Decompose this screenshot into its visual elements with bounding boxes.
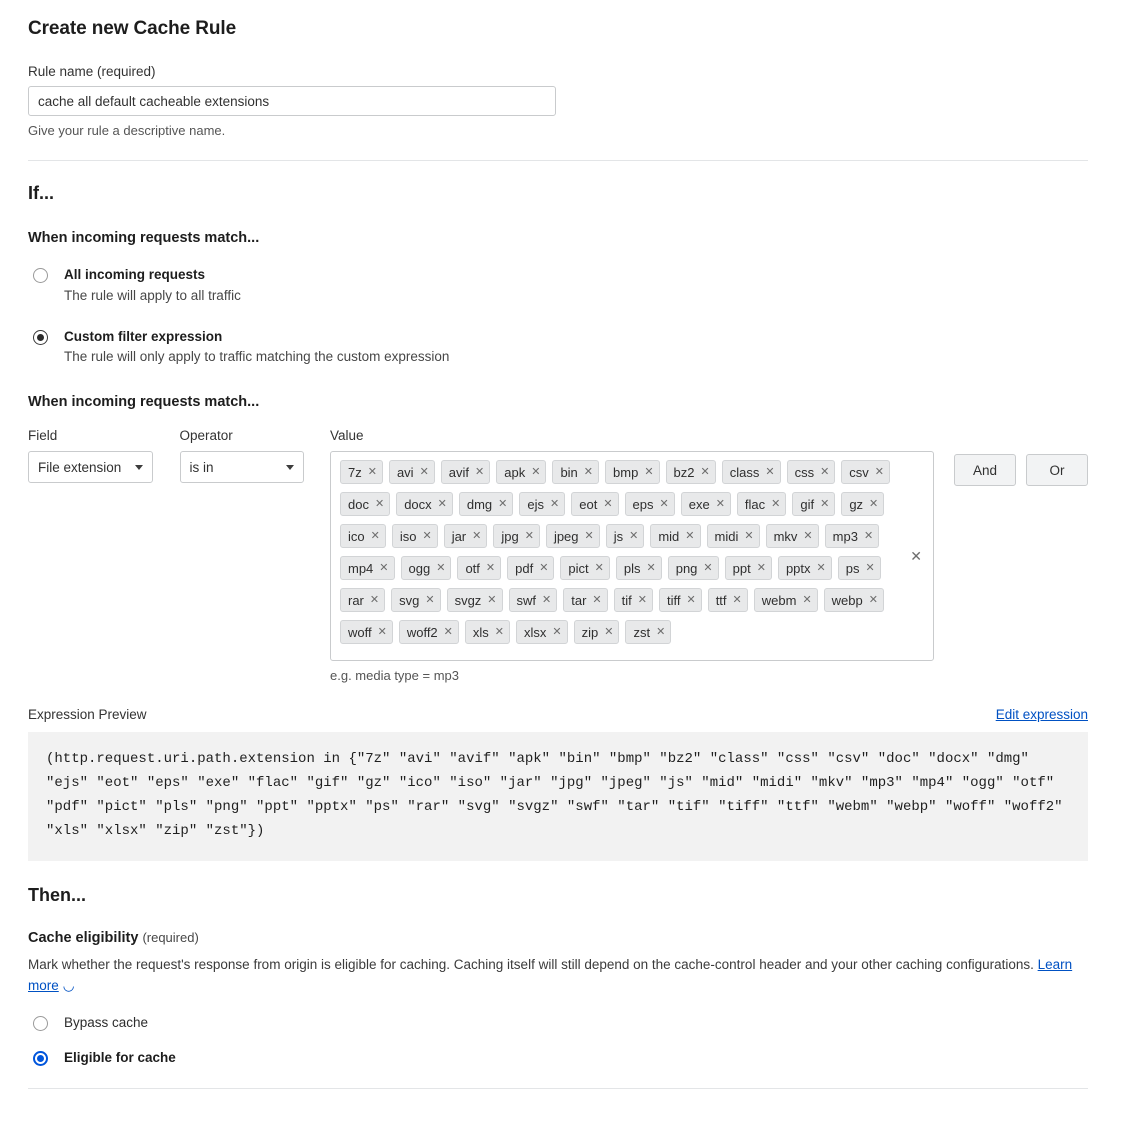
remove-token-icon[interactable]: ✕ bbox=[685, 529, 695, 542]
remove-token-icon[interactable]: ✕ bbox=[604, 625, 614, 638]
or-button[interactable]: Or bbox=[1026, 454, 1088, 486]
match-heading: When incoming requests match... bbox=[28, 230, 260, 246]
remove-token-icon[interactable]: ✕ bbox=[816, 561, 826, 574]
value-token-label: svgz bbox=[454, 592, 482, 608]
value-token[interactable] bbox=[340, 492, 390, 516]
value-token[interactable] bbox=[493, 524, 540, 548]
operator-select-value: is in bbox=[189, 459, 214, 475]
value-token-label: bz2 bbox=[673, 464, 695, 480]
remove-token-icon[interactable]: ✕ bbox=[771, 497, 781, 510]
remove-token-icon[interactable]: ✕ bbox=[419, 465, 429, 478]
value-token[interactable] bbox=[563, 588, 607, 612]
learn-more-link[interactable]: Learn more bbox=[28, 957, 1073, 993]
value-token[interactable] bbox=[465, 620, 510, 644]
then-heading: Then... bbox=[28, 885, 86, 906]
expression-preview-text: (http.request.uri.path.extension in {"7z" "avi" "avif" "apk" "bin" "bmp" "bz2" "class" "css" "csv" "doc" "docx" "dmg" "ejs" "eot" "eps" "exe" "flac" "gif" "gz" "ico" "iso" "jar" "jpg" "jpeg" "js" "mid" "midi" "mkv" "mp3" "mp4" "ogg" "otf" "pdf" "pict" "pls" "png" "ppt" "pptx" "ps" "rar" "svg" "svgz" "swf" "tar" "tif" "tiff" "ttf" "webm" "webp" "woff" "woff2" "xls" "xlsx" "zip" "zst"}) bbox=[28, 732, 1088, 861]
remove-token-icon[interactable]: ✕ bbox=[603, 497, 613, 510]
value-token-label: css bbox=[794, 464, 815, 480]
remove-token-icon[interactable]: ✕ bbox=[377, 625, 387, 638]
remove-token-icon[interactable]: ✕ bbox=[802, 593, 812, 606]
remove-token-icon[interactable]: ✕ bbox=[756, 561, 766, 574]
rule-name-label: Rule name (required) bbox=[28, 64, 156, 79]
radio-bypass-cache-label: Bypass cache bbox=[64, 1014, 149, 1030]
cache-eligibility-description bbox=[28, 955, 1088, 996]
value-token[interactable] bbox=[459, 492, 514, 516]
value-token-label: class bbox=[729, 464, 760, 480]
value-column-header: Value bbox=[330, 428, 364, 444]
value-token[interactable] bbox=[399, 620, 459, 644]
value-token-label: jpeg bbox=[553, 528, 579, 544]
value-token-label: pdf bbox=[515, 560, 534, 576]
value-token-label: xlsx bbox=[524, 624, 547, 640]
remove-token-icon[interactable]: ✕ bbox=[744, 529, 754, 542]
value-token[interactable] bbox=[444, 524, 488, 548]
field-select[interactable] bbox=[28, 451, 153, 483]
value-token-label: tar bbox=[571, 592, 587, 608]
value-token[interactable] bbox=[574, 620, 620, 644]
remove-token-icon[interactable]: ✕ bbox=[765, 465, 775, 478]
value-token-label: tiff bbox=[666, 592, 681, 608]
value-token-label: woff bbox=[348, 624, 372, 640]
remove-token-icon[interactable]: ✕ bbox=[703, 561, 713, 574]
value-token[interactable] bbox=[571, 492, 618, 516]
value-token[interactable] bbox=[825, 524, 880, 548]
value-token[interactable] bbox=[519, 492, 565, 516]
rule-name-group bbox=[28, 64, 1088, 138]
remove-token-icon[interactable]: ✕ bbox=[552, 625, 562, 638]
edit-expression-link[interactable]: Edit expression bbox=[995, 707, 1088, 723]
radio-custom-filter-expression-desc: The rule will only apply to traffic matching the custom expression bbox=[64, 349, 450, 365]
cache-eligibility-required: (required) bbox=[142, 930, 199, 946]
page-title: Create new Cache Rule bbox=[28, 18, 237, 39]
remove-token-icon[interactable]: ✕ bbox=[485, 561, 496, 574]
field-select-value: File extension bbox=[38, 459, 122, 475]
value-token-label: flac bbox=[744, 496, 766, 512]
radio-icon-unselected[interactable] bbox=[33, 268, 48, 283]
remove-token-icon[interactable]: ✕ bbox=[437, 497, 447, 510]
value-token-label: mkv bbox=[773, 528, 798, 544]
value-token[interactable] bbox=[722, 460, 781, 484]
value-token[interactable] bbox=[787, 460, 836, 484]
chevron-down-icon bbox=[286, 465, 294, 470]
value-token-label: csv bbox=[849, 464, 869, 480]
value-token[interactable] bbox=[560, 556, 609, 580]
value-token-label: gz bbox=[849, 496, 864, 512]
remove-token-icon[interactable]: ✕ bbox=[656, 625, 666, 638]
remove-token-icon[interactable]: ✕ bbox=[637, 593, 647, 606]
value-token-label: js bbox=[613, 528, 624, 544]
value-token-label: bmp bbox=[613, 464, 639, 480]
value-token[interactable] bbox=[616, 556, 662, 580]
value-token[interactable] bbox=[340, 620, 393, 644]
value-token-label: ico bbox=[348, 528, 365, 544]
value-token[interactable] bbox=[659, 588, 702, 612]
value-token[interactable] bbox=[546, 524, 600, 548]
value-token-label: pptx bbox=[785, 560, 811, 576]
rule-name-input[interactable] bbox=[28, 86, 556, 116]
value-token-label: pict bbox=[568, 560, 589, 576]
remove-token-icon[interactable]: ✕ bbox=[475, 465, 485, 478]
radio-icon-selected[interactable] bbox=[33, 330, 48, 345]
remove-token-icon[interactable]: ✕ bbox=[863, 529, 874, 542]
value-token[interactable] bbox=[389, 460, 435, 484]
remove-token-icon[interactable]: ✕ bbox=[869, 497, 879, 510]
value-token-label: swf bbox=[516, 592, 537, 608]
remove-token-icon[interactable]: ✕ bbox=[686, 593, 696, 606]
if-heading: If... bbox=[28, 183, 54, 203]
operator-column bbox=[180, 428, 305, 483]
value-token-label: ttf bbox=[715, 592, 727, 608]
value-token-label: apk bbox=[504, 464, 526, 480]
value-token[interactable] bbox=[707, 524, 760, 548]
expression-builder bbox=[28, 428, 1088, 683]
value-token[interactable] bbox=[392, 524, 438, 548]
field-column bbox=[28, 428, 153, 483]
value-token-label: gif bbox=[800, 496, 815, 512]
value-token-label: rar bbox=[348, 592, 364, 608]
value-token[interactable] bbox=[340, 556, 395, 580]
value-token[interactable] bbox=[605, 460, 660, 484]
value-token[interactable] bbox=[666, 460, 716, 484]
value-token-label: avif bbox=[448, 464, 470, 480]
value-token-label: webp bbox=[831, 592, 863, 608]
remove-token-icon[interactable]: ✕ bbox=[874, 465, 884, 478]
radio-icon-unselected[interactable] bbox=[33, 1016, 48, 1031]
radio-all-incoming-requests[interactable] bbox=[28, 266, 1088, 303]
operator-select[interactable] bbox=[180, 451, 305, 483]
value-token-label: mp3 bbox=[832, 528, 858, 544]
value-token-label: zip bbox=[581, 624, 599, 640]
radio-bypass-cache[interactable] bbox=[28, 1014, 1088, 1031]
value-token-label: ps bbox=[845, 560, 860, 576]
remove-token-icon[interactable]: ✕ bbox=[443, 625, 453, 638]
value-token[interactable] bbox=[509, 588, 558, 612]
expression-preview-label: Expression Preview bbox=[28, 707, 147, 723]
remove-token-icon[interactable]: ✕ bbox=[865, 561, 875, 574]
value-token[interactable] bbox=[391, 588, 440, 612]
remove-token-icon[interactable]: ✕ bbox=[367, 465, 377, 478]
value-token[interactable] bbox=[441, 460, 490, 484]
remove-token-icon[interactable]: ✕ bbox=[820, 497, 830, 510]
value-token[interactable] bbox=[552, 460, 599, 484]
remove-token-icon[interactable]: ✕ bbox=[531, 465, 541, 478]
remove-token-icon[interactable]: ✕ bbox=[583, 465, 594, 478]
remove-token-icon[interactable]: ✕ bbox=[868, 593, 878, 606]
radio-all-incoming-requests-desc: The rule will apply to all traffic bbox=[64, 287, 241, 303]
radio-eligible-for-cache-label: Eligible for cache bbox=[64, 1049, 176, 1065]
value-token-label: mid bbox=[658, 528, 680, 544]
value-token[interactable] bbox=[668, 556, 719, 580]
value-token[interactable] bbox=[841, 460, 890, 484]
external-link-icon: ◡ bbox=[62, 977, 75, 993]
value-token[interactable] bbox=[457, 556, 501, 580]
radio-custom-filter-expression-label: Custom filter expression bbox=[64, 328, 223, 344]
value-token-label: jar bbox=[451, 528, 467, 544]
value-token-label: otf bbox=[465, 560, 480, 576]
value-token[interactable] bbox=[340, 588, 385, 612]
value-token[interactable] bbox=[625, 492, 675, 516]
remove-token-icon[interactable]: ✕ bbox=[487, 593, 497, 606]
remove-token-icon[interactable]: ✕ bbox=[542, 593, 552, 606]
value-token[interactable] bbox=[606, 524, 645, 548]
value-token[interactable] bbox=[401, 556, 452, 580]
remove-token-icon[interactable]: ✕ bbox=[820, 465, 830, 478]
radio-eligible-for-cache[interactable] bbox=[28, 1049, 1088, 1066]
value-token-label: midi bbox=[714, 528, 739, 544]
remove-token-icon[interactable]: ✕ bbox=[425, 593, 435, 606]
remove-token-icon[interactable]: ✕ bbox=[422, 529, 432, 542]
expression-preview-header bbox=[28, 707, 1088, 722]
value-column bbox=[330, 428, 934, 683]
value-token[interactable] bbox=[496, 460, 546, 484]
builder-heading: When incoming requests match... bbox=[28, 394, 260, 411]
remove-token-icon[interactable]: ✕ bbox=[498, 497, 508, 510]
remove-token-icon[interactable]: ✕ bbox=[700, 465, 710, 478]
value-token-label: ogg bbox=[408, 560, 431, 576]
value-token-label: webm bbox=[761, 592, 797, 608]
value-token-input[interactable] bbox=[330, 451, 934, 661]
remove-token-icon[interactable]: ✕ bbox=[436, 561, 446, 574]
radio-custom-filter-expression[interactable] bbox=[28, 328, 1088, 365]
value-token-label: ppt bbox=[732, 560, 751, 576]
remove-token-icon[interactable]: ✕ bbox=[644, 465, 654, 478]
value-token[interactable] bbox=[778, 556, 832, 580]
remove-token-icon[interactable]: ✕ bbox=[594, 561, 604, 574]
remove-token-icon[interactable]: ✕ bbox=[472, 529, 482, 542]
remove-token-icon[interactable]: ✕ bbox=[550, 497, 560, 510]
value-token-label: jpg bbox=[501, 528, 519, 544]
radio-icon-selected[interactable] bbox=[33, 1051, 48, 1066]
divider bbox=[28, 160, 1088, 161]
remove-token-icon[interactable]: ✕ bbox=[539, 561, 549, 574]
remove-token-icon[interactable]: ✕ bbox=[592, 593, 602, 606]
value-token-label: docx bbox=[404, 496, 432, 512]
remove-token-icon[interactable]: ✕ bbox=[369, 593, 380, 606]
chevron-down-icon bbox=[135, 465, 143, 470]
value-token[interactable] bbox=[516, 620, 568, 644]
rule-name-helper: Give your rule a descriptive name. bbox=[28, 123, 226, 138]
remove-token-icon[interactable]: ✕ bbox=[494, 625, 504, 638]
remove-token-icon[interactable]: ✕ bbox=[379, 561, 389, 574]
value-token-label: doc bbox=[348, 496, 369, 512]
value-token-label: ejs bbox=[527, 496, 545, 512]
value-token[interactable] bbox=[681, 492, 731, 516]
operator-column-header: Operator bbox=[179, 428, 233, 444]
value-token-label: bin bbox=[560, 464, 578, 480]
value-token-label: pls bbox=[623, 560, 641, 576]
remove-token-icon[interactable]: ✕ bbox=[803, 529, 813, 542]
value-token-label: iso bbox=[399, 528, 417, 544]
value-helper-text: e.g. media type = mp3 bbox=[330, 668, 459, 684]
divider-bottom bbox=[28, 1088, 1088, 1089]
value-token-label: zst bbox=[633, 624, 651, 640]
value-token-label: avi bbox=[396, 464, 414, 480]
cache-eligibility-description-text: Mark whether the request's response from origin is eligible for caching. Caching itself will still depend on the cache-control header and your other caching configurations. bbox=[28, 957, 1038, 973]
value-token-label: woff2 bbox=[406, 624, 438, 640]
remove-token-icon[interactable]: ✕ bbox=[715, 497, 725, 510]
value-token[interactable] bbox=[650, 524, 700, 548]
value-token[interactable] bbox=[766, 524, 819, 548]
value-token-label: 7z bbox=[348, 464, 362, 480]
value-token-label: tif bbox=[621, 592, 632, 608]
value-token[interactable] bbox=[841, 492, 884, 516]
value-token-label: png bbox=[675, 560, 698, 576]
value-token[interactable] bbox=[708, 588, 748, 612]
value-token[interactable] bbox=[625, 620, 671, 644]
value-token[interactable] bbox=[396, 492, 453, 516]
value-token[interactable] bbox=[754, 588, 818, 612]
value-token[interactable] bbox=[737, 492, 786, 516]
logic-buttons bbox=[954, 428, 1088, 486]
value-token[interactable] bbox=[838, 556, 881, 580]
remove-token-icon[interactable]: ✕ bbox=[732, 593, 742, 606]
clear-all-icon[interactable]: ✕ bbox=[910, 548, 922, 565]
value-token-label: xls bbox=[472, 624, 489, 640]
remove-token-icon[interactable]: ✕ bbox=[629, 529, 639, 542]
remove-token-icon[interactable]: ✕ bbox=[659, 497, 669, 510]
remove-token-icon[interactable]: ✕ bbox=[584, 529, 594, 542]
value-token[interactable] bbox=[447, 588, 503, 612]
value-token-label: dmg bbox=[466, 496, 493, 512]
value-token-label: svg bbox=[399, 592, 420, 608]
value-token[interactable] bbox=[340, 460, 383, 484]
remove-token-icon[interactable]: ✕ bbox=[524, 529, 534, 542]
value-token-label: eot bbox=[579, 496, 598, 512]
cache-eligibility-title: Cache eligibility bbox=[28, 930, 139, 947]
remove-token-icon[interactable]: ✕ bbox=[374, 497, 385, 510]
value-token-label: mp4 bbox=[348, 560, 374, 576]
value-token-label: exe bbox=[688, 496, 710, 512]
value-token[interactable] bbox=[340, 524, 386, 548]
cache-eligibility-label bbox=[28, 930, 1088, 946]
radio-all-incoming-requests-label: All incoming requests bbox=[64, 267, 206, 282]
value-token[interactable] bbox=[725, 556, 772, 580]
field-column-header: Field bbox=[28, 428, 58, 444]
value-token[interactable] bbox=[507, 556, 554, 580]
and-button[interactable]: And bbox=[954, 454, 1016, 486]
value-token-label: eps bbox=[632, 496, 654, 512]
value-token[interactable] bbox=[824, 588, 884, 612]
value-token[interactable] bbox=[792, 492, 835, 516]
remove-token-icon[interactable]: ✕ bbox=[646, 561, 656, 574]
value-token[interactable] bbox=[614, 588, 653, 612]
remove-token-icon[interactable]: ✕ bbox=[370, 529, 380, 542]
